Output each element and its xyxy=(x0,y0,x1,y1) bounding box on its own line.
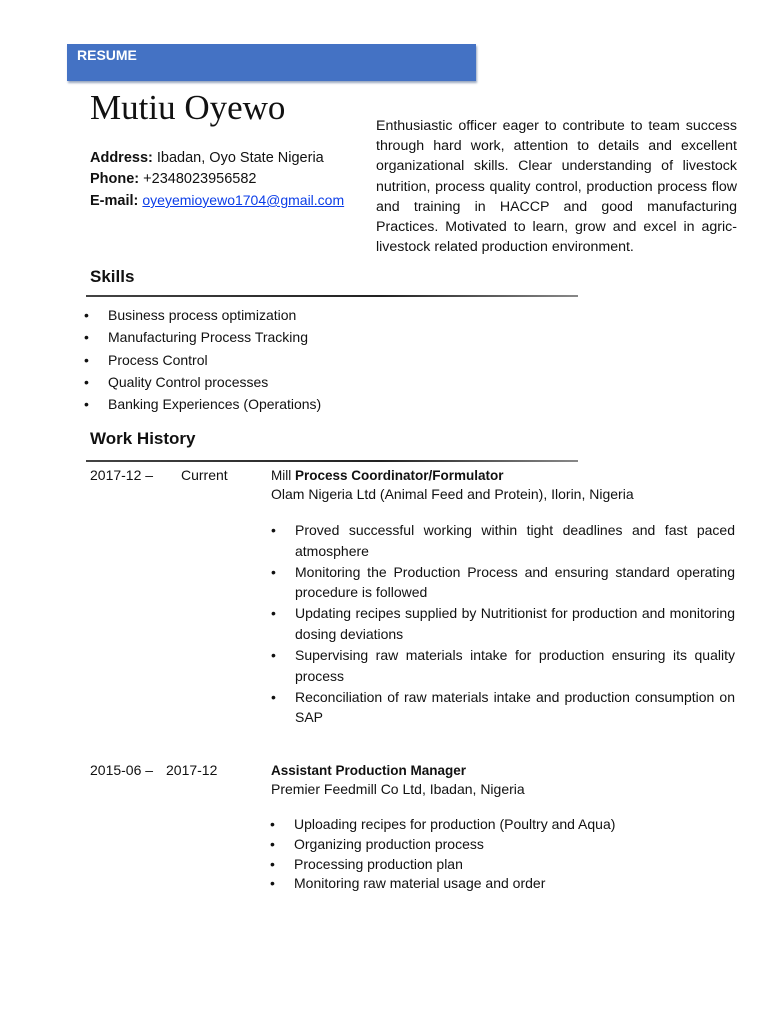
work-history-heading: Work History xyxy=(90,429,196,448)
divider xyxy=(86,295,578,297)
skill-item: • Manufacturing Process Tracking xyxy=(108,326,321,348)
skill-item: • Quality Control processes xyxy=(108,371,321,393)
contact-info xyxy=(90,148,344,212)
duty-item: • Monitoring the Production Process and ensuring standard operating procedure is followed xyxy=(295,562,735,603)
job-title: Process Coordinator/Formulator xyxy=(295,468,504,483)
job-company: Olam Nigeria Ltd (Animal Feed and Protein), Ilorin, Nigeria xyxy=(271,486,634,502)
job-end: 2017-12 xyxy=(166,762,218,778)
skill-item: • Process Control xyxy=(108,349,321,371)
duty-item: • Reconciliation of raw materials intake and production consumption on SAP xyxy=(295,687,735,728)
job-start: 2015-06 – xyxy=(90,762,154,778)
email-link[interactable]: oyeyemioyewo1704@gmail.com xyxy=(142,192,345,208)
summary: Enthusiastic officer eager to contribute to team success through hard work, attention to details and excellent organizational skills. Clear understanding of livestock nutrition, process quality control, production process flow and training in HACCP and good manufacturing Practices. Motivated to learn, grow and excel in agric-livestock related production environment. xyxy=(376,118,737,256)
job-duties xyxy=(295,520,735,728)
job-header xyxy=(271,762,525,798)
candidate-name: Mutiu Oyewo xyxy=(90,88,286,127)
phone-label: Phone: xyxy=(90,171,140,187)
resume-banner xyxy=(67,44,476,81)
duty-item: • Proved successful working within tight deadlines and fast paced atmosphere xyxy=(295,520,735,561)
duty-item: • Organizing production process xyxy=(294,835,615,855)
job-header xyxy=(271,467,634,503)
address: Ibadan, Oyo State Nigeria xyxy=(156,150,324,166)
duty-item: • Monitoring raw material usage and order xyxy=(294,874,615,894)
job-title: Assistant Production Manager xyxy=(271,763,467,778)
address-label: Address: xyxy=(90,150,153,166)
duty-item: • Updating recipes supplied by Nutritionist for production and monitoring dosing deviations xyxy=(295,603,735,644)
phone: +2348023956582 xyxy=(143,171,257,187)
email-label: E-mail: xyxy=(90,193,139,209)
skills-list xyxy=(108,304,321,415)
duty-item: • Processing production plan xyxy=(294,855,615,875)
job-title-prefix: Mill xyxy=(271,468,292,483)
skill-item: • Business process optimization xyxy=(108,304,321,326)
job-dates xyxy=(90,467,228,483)
skills-heading: Skills xyxy=(90,267,135,286)
job-company: Premier Feedmill Co Ltd, Ibadan, Nigeria xyxy=(271,781,525,797)
job-duties xyxy=(294,815,615,894)
job-end: Current xyxy=(181,467,228,483)
duty-item: • Supervising raw materials intake for production ensuring its quality process xyxy=(295,645,735,686)
banner-title: RESUME xyxy=(77,47,137,63)
job-start: 2017-12 – xyxy=(90,467,154,483)
job-dates xyxy=(90,762,218,778)
duty-item: • Uploading recipes for production (Poultry and Aqua) xyxy=(294,815,615,835)
skill-item: • Banking Experiences (Operations) xyxy=(108,393,321,415)
divider xyxy=(86,460,578,462)
